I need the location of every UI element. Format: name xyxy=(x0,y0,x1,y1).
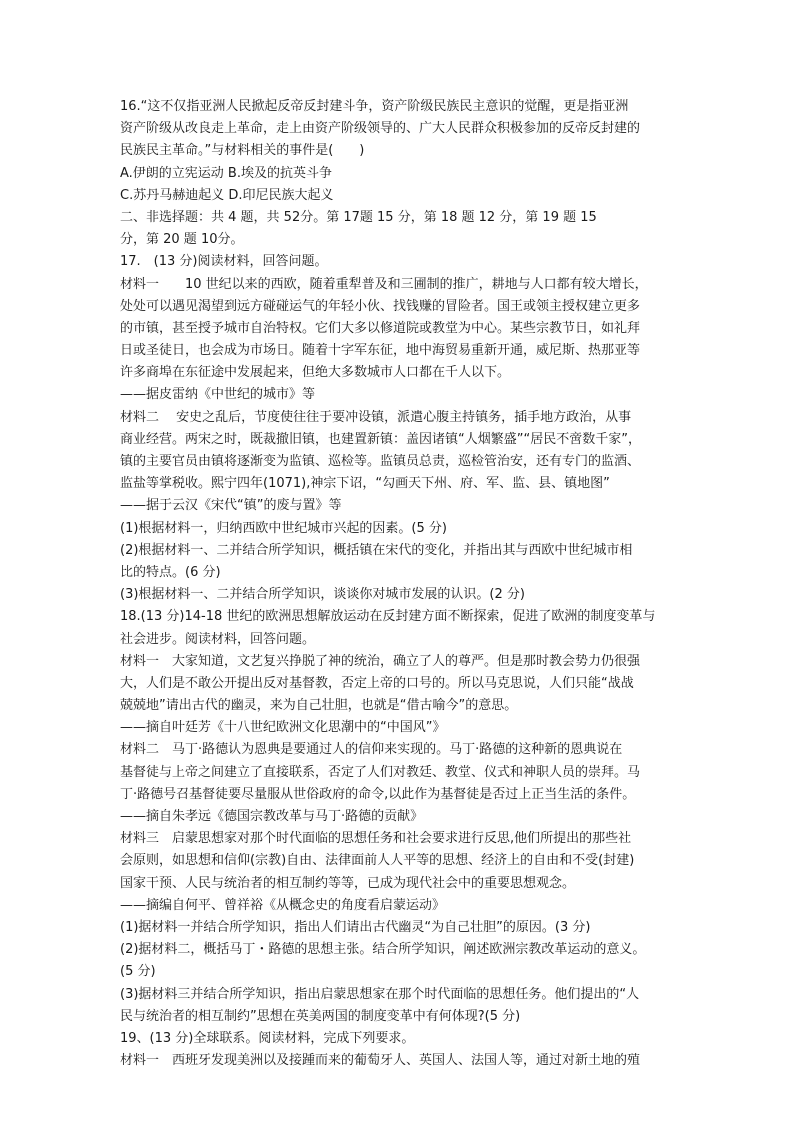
text-line: 材料二 安史之乱后，节度使往往于要冲设镇，派遣心腹主持镇务，插手地方政治，从事 xyxy=(120,409,632,425)
text-line: 监盐等掌税收。熙宁四年(1071),神宗下诏，“勾画天下州、府、军、监、县、镇地图” xyxy=(120,476,610,492)
text-line: 材料二 马丁·路德认为恩典是要通过人的信仰来实现的。马丁·路德的这种新的恩典说在 xyxy=(120,742,623,758)
section-heading: 二、非选择题：共 4 题，共 52分。第 17题 15 分，第 18 题 12 分，第 19 题 15 xyxy=(120,209,597,225)
text-line: 镇的主要官员由镇将逐渐变为监镇、巡检等。监镇员总责，巡检管治安，还有专门的监酒、 xyxy=(120,454,641,469)
text-line: 民族民主革命。”与材料相关的事件是( ) xyxy=(120,143,365,159)
text-line: 商业经营。两宋之时，既裁撤旧镇，也建置新镇：盖因诸镇“人烟繁盛”“居民不啻数千家”， xyxy=(120,431,641,447)
citation-line: ——摘自叶廷芳《十八世纪欧洲文化思潮中的“中国风”》 xyxy=(120,720,446,736)
question-heading: 19、(13 分)全球联系。阅读材料，完成下列要求。 xyxy=(120,1030,415,1046)
text-line: 资产阶级从改良走上革命，走上由资产阶级领导的、广大人民群众积极参加的反帝反封建的 xyxy=(120,121,641,137)
text-line: 的市镇，甚至授予城市自治特权。它们大多以修道院或教堂为中心。某些宗教节日，如礼拜 xyxy=(120,320,641,336)
document-page xyxy=(120,96,680,1072)
text-line: 许多商埠在东征途中发展起来，但绝大多数城市人口都在千人以下。 xyxy=(120,365,511,381)
text-line: 材料一 大家知道，文艺复兴挣脱了神的统治，确立了人的尊严。但是那时教会势力仍很强 xyxy=(120,653,641,669)
sub-question: (1)根据材料一，归纳西欧中世纪城市兴起的因素。(5 分) xyxy=(120,520,447,536)
question-heading: 17. (13 分)阅读材料，回答问题。 xyxy=(120,254,328,270)
text-line: 日或圣徒日，也会成为市场日。随着十字军东征，地中海贸易重新开通，威尼斯、热那亚等 xyxy=(120,343,641,359)
text-line: C.苏丹马赫迪起义 D.印尼民族大起义 xyxy=(120,187,334,203)
text-line: 国家干预、人民与统治者的相互制约等等，已成为现代社会中的重要思想观念。 xyxy=(120,875,576,891)
text-line: 丁·路德号召基督徒要尽量服从世俗政府的命令,以此作为基督徒是否过上正当生活的条件。 xyxy=(120,786,636,802)
sub-question: 民与统治者的相互制约”思想在英美两国的制度变革中有何体现?(5 分) xyxy=(120,1008,521,1024)
sub-question: (3)据材料三并结合所学知识，指出启蒙思想家在那个时代面临的思想任务。他们提出的“人 xyxy=(120,986,640,1002)
text-line: 材料一 西班牙发现美洲以及接踵而来的葡萄牙人、英国人、法国人等，通过对新土地的殖 xyxy=(120,1053,641,1069)
text-line: 兢兢地”请出古代的幽灵，来为自己壮胆，也就是“借古喻今”的意思。 xyxy=(120,698,518,714)
text-line: 处处可以遇见渴望到远方碰碰运气的年轻小伙、找钱赚的冒险者。国王或领主授权建立更多 xyxy=(120,298,641,314)
sub-question: 比的特点。(6 分) xyxy=(120,564,221,580)
sub-question: (1)据材料一并结合所学知识，指出人们请出古代幽灵“为自己壮胆”的原因。(3 分) xyxy=(120,919,591,935)
sub-question: (2)据材料二，概括马丁・路德的思想主张。结合所学知识，阐述欧洲宗教改革运动的意义。 xyxy=(120,942,646,958)
question-heading: 18.(13 分)14-18 世纪的欧洲思想解放运动在反封建方面不断探索，促进了欧洲的制度变革与 xyxy=(120,609,656,625)
text-line: 会原则，如思想和信仰(宗教)自由、法律面前人人平等的思想、经济上的自由和不受(封建) xyxy=(120,853,635,869)
text-line: A.伊朗的立宪运动 B.埃及的抗英斗争 xyxy=(120,165,332,181)
text-line: 基督徒与上帝之间建立了直接联系，否定了人们对教廷、教堂、仪式和神职人员的崇拜。马 xyxy=(120,764,641,780)
sub-question: (2)根据材料一、二并结合所学知识，概括镇在宋代的变化，并指出其与西欧中世纪城市相 xyxy=(120,542,633,558)
citation-line: ——摘自朱孝远《德国宗教改革与马丁·路德的贡献》 xyxy=(120,809,424,824)
sub-question: (5 分) xyxy=(120,964,156,980)
section-heading: 分，第 20 题 10分。 xyxy=(120,232,244,248)
citation-line: ——摘编自何平、曾祥裕《从概念史的角度看启蒙运动》 xyxy=(120,897,446,913)
text-line: 大，人们是不敢公开提出反对基督教，否定上帝的口号的。所以马克思说，人们只能“战战 xyxy=(120,675,634,691)
text-line: 16.“这不仅指亚洲人民掀起反帝反封建斗争，资产阶级民族民主意识的觉醒，更是指亚洲 xyxy=(120,99,629,114)
question-heading: 社会进步。阅读材料，回答问题。 xyxy=(120,631,316,647)
sub-question: (3)根据材料一、二并结合所学知识，谈谈你对城市发展的认识。(2 分) xyxy=(120,587,525,603)
citation-line: ——据于云汉《宋代“镇”的废与置》等 xyxy=(120,498,342,514)
text-line: 材料一 10 世纪以来的西欧，随着重犁普及和三圃制的推广，耕地与人口都有较大增长， xyxy=(120,276,648,292)
citation-line: ——据皮雷纳《中世纪的城市》等 xyxy=(120,387,316,403)
text-line: 材料三 启蒙思想家对那个时代面临的思想任务和社会要求进行反思,他们所提出的那些社 xyxy=(120,831,632,847)
